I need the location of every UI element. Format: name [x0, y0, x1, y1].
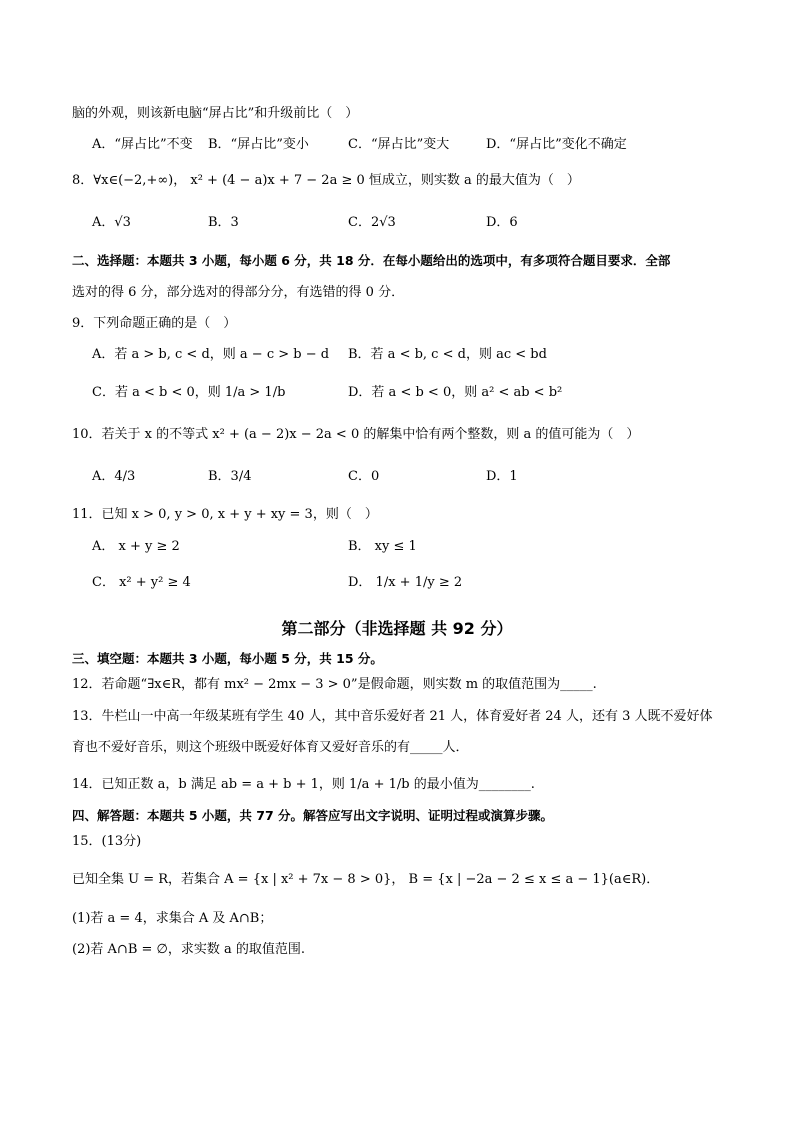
q15-header: 15．(13分): [72, 834, 142, 849]
q11-option-b: B． xy ≤ 1: [348, 539, 417, 554]
q7-option-c: C．“屏占比”变大: [348, 137, 450, 152]
q7-option-d: D．“屏占比”变化不确定: [486, 137, 627, 152]
q10-option-a: A．4/3: [92, 469, 136, 484]
q15-part-1: (1)若 a = 4，求集合 A 及 A∩B；: [72, 911, 273, 926]
q8-option-a: A．√3: [92, 215, 131, 230]
q11-option-d: D． 1/x + 1/y ≥ 2: [348, 575, 463, 590]
q7-option-a: A．“屏占比”不变: [92, 137, 193, 152]
section-4-heading: 四、解答题：本题共 5 小题，共 77 分。解答应写出文字说明、证明过程或演算步骤。: [72, 808, 554, 823]
part-2-title: 第二部分（非选择题 共 92 分）: [281, 619, 513, 638]
q10-option-c: C．0: [348, 469, 380, 484]
q10-stem: 10．若关于 x 的不等式 x² + (a − 2)x − 2a < 0 的解集中恰有两个整数，则 a 的值可能为（ ）: [72, 427, 640, 442]
q7-option-b: B．“屏占比”变小: [208, 137, 309, 152]
q7-stem-tail: 脑的外观，则该新电脑“屏占比”和升级前比（ ）: [72, 106, 359, 121]
q11-stem: 11．已知 x > 0, y > 0, x + y + xy = 3，则（ ）: [72, 507, 378, 522]
q8-stem: 8．∀x∈(−2,+∞)， x² + (4 − a)x + 7 − 2a ≥ 0 恒成立，则实数 a 的最大值为（ ）: [72, 173, 580, 188]
q11-option-c: C． x² + y² ≥ 4: [92, 575, 191, 590]
q8-option-d: D．6: [486, 215, 518, 230]
q8-option-c: C．2√3: [348, 215, 396, 230]
section-2-heading: 二、选择题：本题共 3 小题，每小题 6 分，共 18 分．在每小题给出的选项中，有多项符合题目要求．全部: [72, 253, 671, 268]
q14-stem: 14．已知正数 a，b 满足 ab = a + b + 1，则 1/a + 1/b 的最小值为________.: [72, 777, 535, 792]
section-3-heading: 三、填空题：本题共 3 小题，每小题 5 分，共 15 分。: [72, 651, 383, 666]
q13-stem: 13．牛栏山一中高一年级某班有学生 40 人，其中音乐爱好者 21 人，体育爱好者 24 人，还有 3 人既不爱好体: [72, 709, 713, 724]
q15-part-2: (2)若 A∩B = ∅，求实数 a 的取值范围.: [72, 942, 306, 957]
q12-stem: 12．若命题“∃x∈R，都有 mx² − 2mx − 3 > 0”是假命题，则实数 m 的取值范围为_____.: [72, 677, 597, 692]
q8-option-b: B．3: [208, 215, 239, 230]
q9-option-c: C．若 a < b < 0，则 1/a > 1/b: [92, 385, 286, 400]
section-2-heading-cont: 选对的得 6 分，部分选对的得部分分，有选错的得 0 分．: [72, 285, 405, 300]
q15-stem: 已知全集 U = R，若集合 A = {x | x² + 7x − 8 > 0}， B = {x | −2a − 2 ≤ x ≤ a − 1}(a∈R)．: [72, 872, 660, 887]
q9-stem: 9．下列命题正确的是（ ）: [72, 316, 237, 331]
q10-option-d: D．1: [486, 469, 518, 484]
q9-option-a: A．若 a > b, c < d，则 a − c > b − d: [92, 347, 330, 362]
q9-option-d: D．若 a < b < 0，则 a² < ab < b²: [348, 385, 563, 400]
q11-option-a: A． x + y ≥ 2: [92, 539, 180, 554]
q10-option-b: B．3/4: [208, 469, 252, 484]
q9-option-b: B．若 a < b, c < d，则 ac < bd: [348, 347, 547, 362]
q13-stem-cont: 育也不爱好音乐，则这个班级中既爱好体育又爱好音乐的有_____人．: [72, 740, 469, 755]
